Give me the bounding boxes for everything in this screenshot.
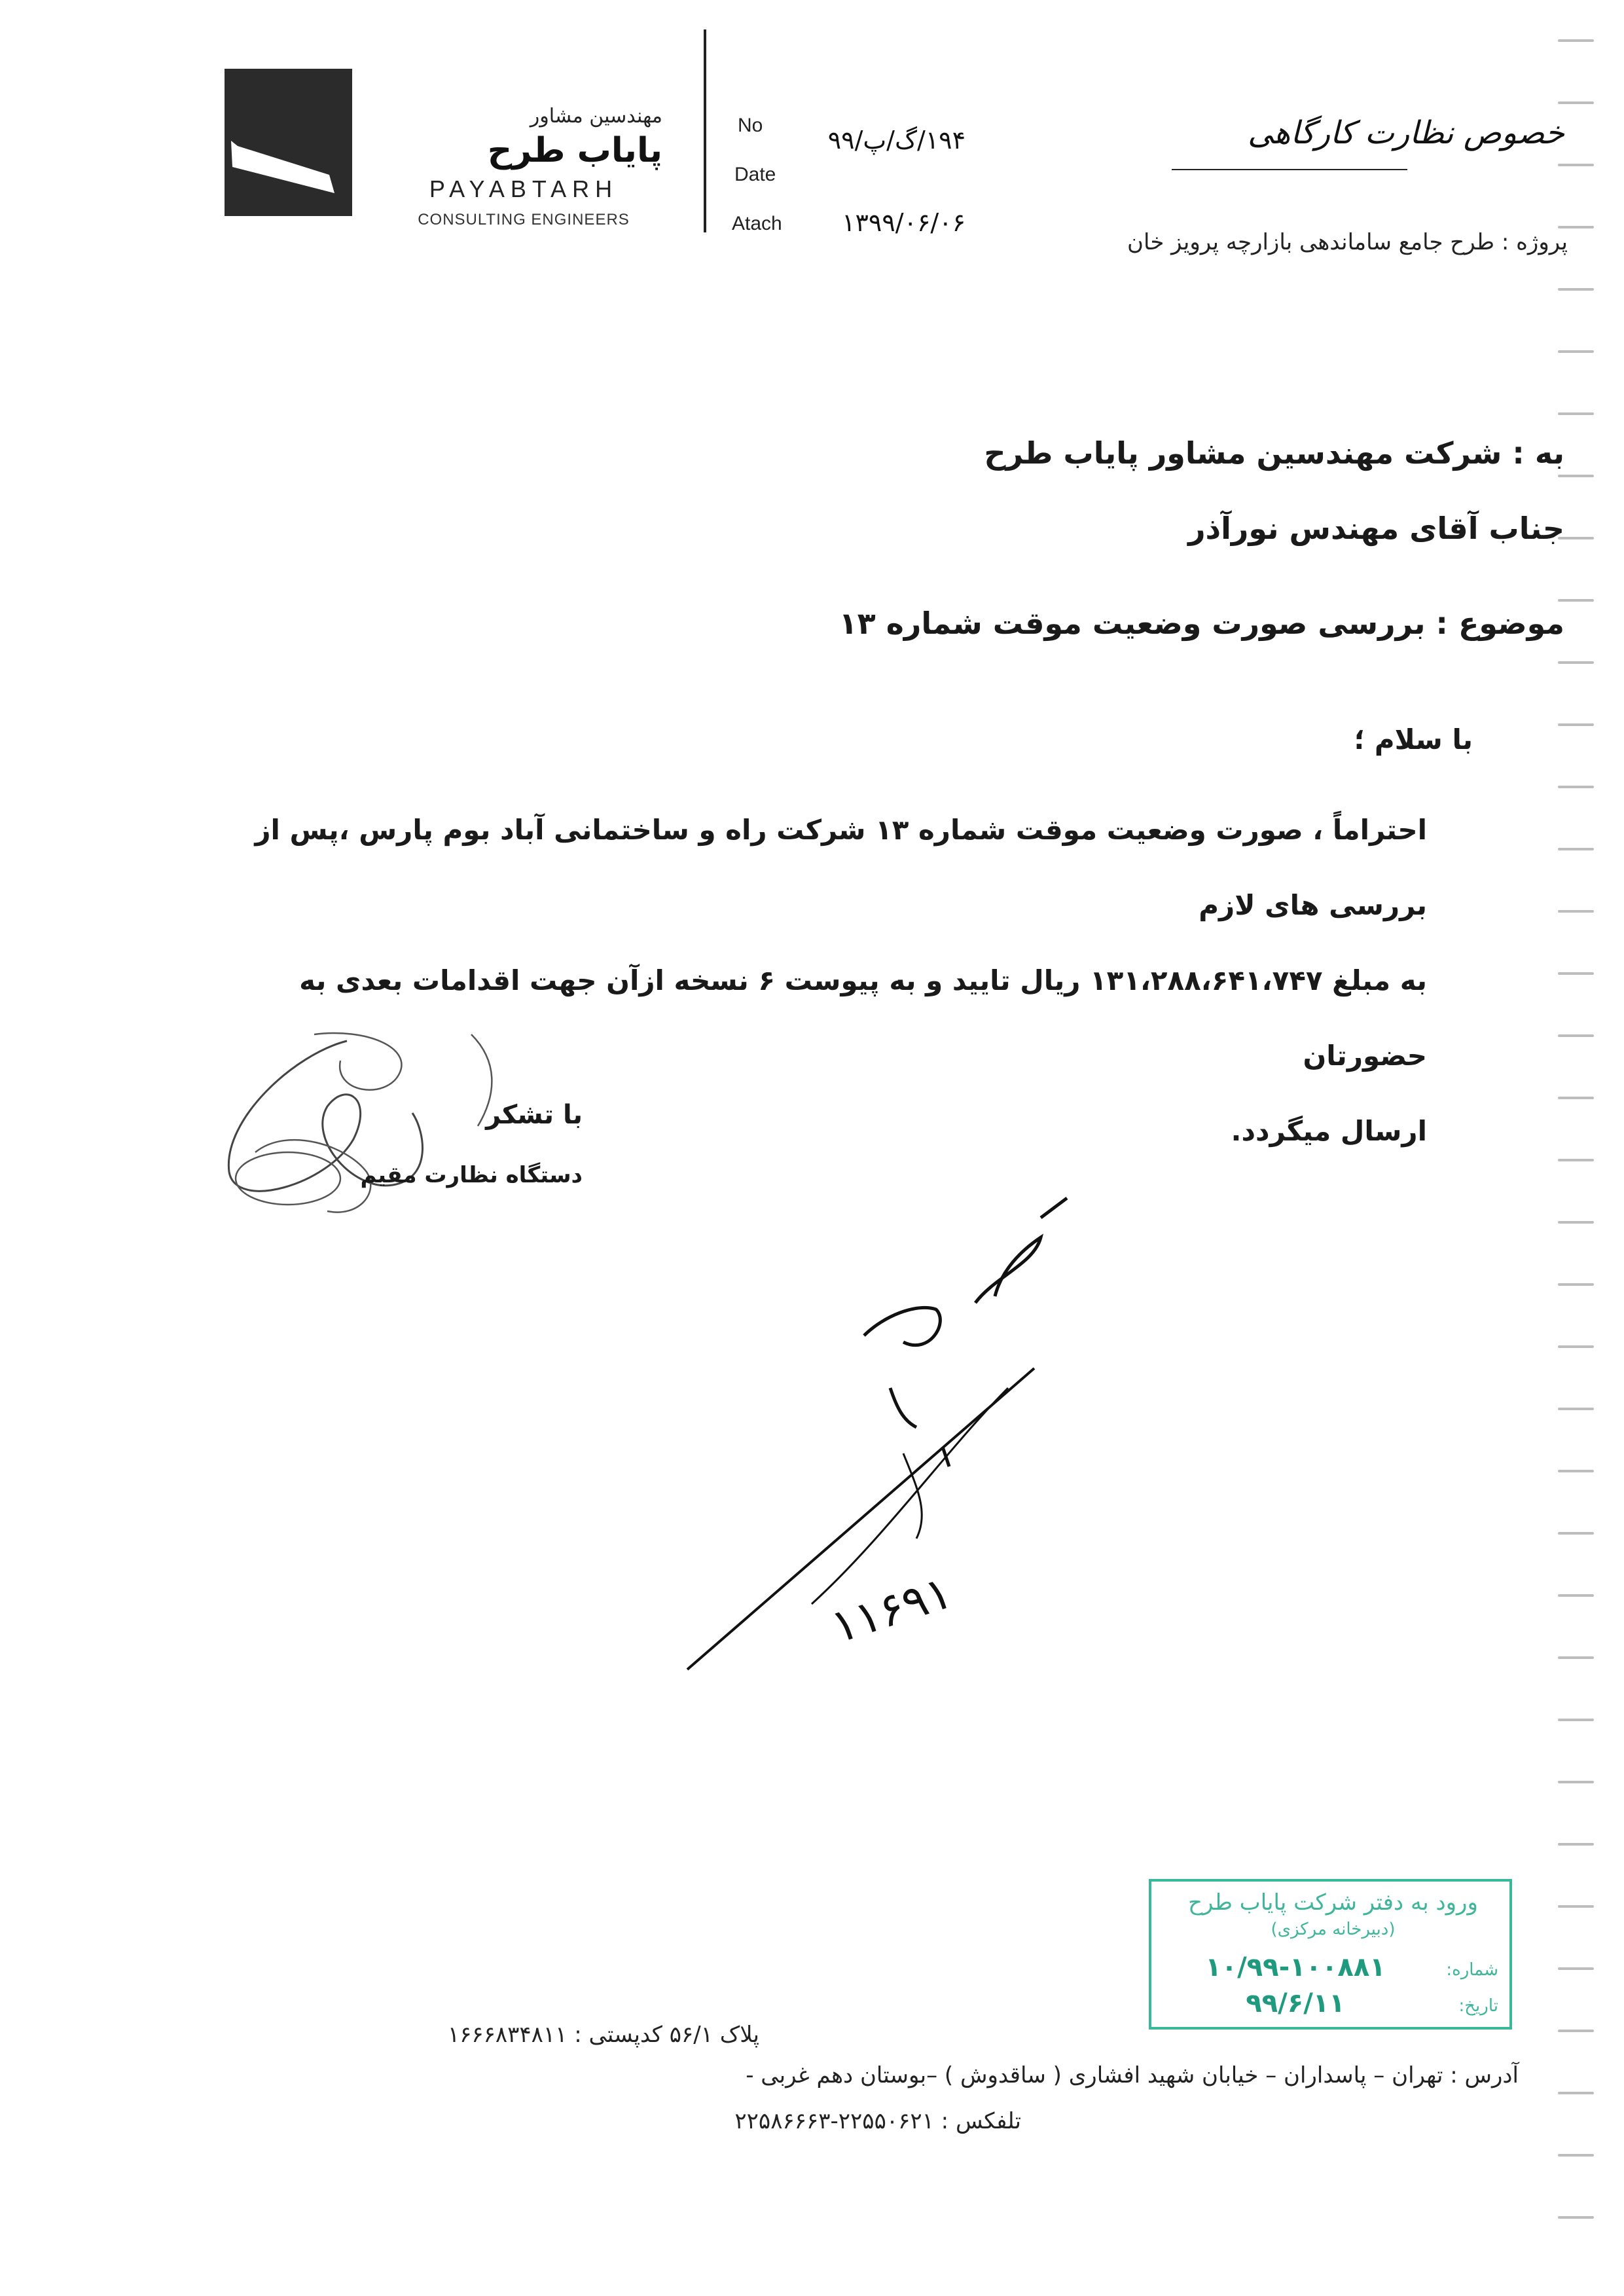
date-label: Date (734, 164, 776, 185)
stamp-number: ۱۰/۹۹-۱۰۰۸۸۱ (1205, 1952, 1386, 1982)
punch-mark (1558, 723, 1594, 726)
punch-mark (1558, 1843, 1594, 1846)
punch-mark (1558, 786, 1594, 788)
punch-mark (1558, 661, 1594, 664)
header-divider (704, 29, 706, 232)
letter-number: ۱۹۴/گ/پ/۹۹ (827, 126, 965, 155)
subject-underline (1172, 169, 1407, 170)
body-line-1: احتراماً ، صورت وضعیت موقت شماره ۱۳ شرکت راه و ساختمانی آباد بوم پارس ،پس از بررسی های لازم (255, 814, 1427, 921)
punch-mark (1558, 475, 1594, 477)
signatory: دستگاه نظارت مقیم (360, 1162, 583, 1188)
punch-mark (1558, 1594, 1594, 1597)
punch-mark (1558, 1034, 1594, 1037)
greeting: با سلام ؛ (1354, 723, 1473, 756)
company-name-en: PAYABTARH (429, 175, 619, 202)
addressee: به : شرکت مهندسین مشاور پایاب طرح (984, 435, 1564, 471)
stamp-number-label: شماره: (1446, 1960, 1498, 1980)
punch-mark (1558, 39, 1594, 42)
body-line-3: ارسال میگردد. (1231, 1115, 1427, 1147)
company-subtitle-en: CONSULTING ENGINEERS (418, 211, 630, 228)
handwritten-referral (668, 1172, 1087, 1696)
attach-label: Atach (732, 213, 782, 234)
receipt-stamp (1149, 1879, 1512, 2030)
company-logo (225, 69, 352, 216)
punch-mark (1558, 412, 1594, 415)
punch-mark (1558, 226, 1594, 228)
punch-mark (1558, 1905, 1594, 1908)
body-line-2: به مبلغ ۱۳۱،۲۸۸،۶۴۱،۷۴۷ ریال تایید و به پیوست ۶ نسخه ازآن جهت اقدامات بعدی به حضورتان (299, 964, 1427, 1072)
punch-mark (1558, 1408, 1594, 1410)
punch-mark (1558, 2030, 1594, 2032)
company-small-label: مهندسین مشاور (530, 105, 662, 128)
footer-address: آدرس : تهران – پاسداران – خیابان شهید افشاری ( ساقدوش ) –بوستان دهم غربی - (746, 2062, 1519, 2088)
punch-mark (1558, 1656, 1594, 1659)
punch-mark (1558, 1221, 1594, 1224)
punch-mark (1558, 910, 1594, 913)
punch-mark (1558, 2154, 1594, 2157)
letter-date: ۱۳۹۹/۰۶/۰۶ (842, 208, 965, 237)
punch-mark (1558, 599, 1594, 602)
punch-mark (1558, 288, 1594, 291)
punch-mark (1558, 164, 1594, 166)
project-line: پروژه : طرح جامع ساماندهی بازارچه پرویز خان (1127, 229, 1568, 255)
punch-mark (1558, 2092, 1594, 2094)
footer-postal: پلاک ۵۶/۱ کدپستی : ۱۶۶۶۸۳۴۸۱۱ (447, 2022, 759, 2048)
punch-mark (1558, 972, 1594, 975)
logo-mark-icon (225, 69, 352, 216)
stamp-date: ۹۹/۶/۱۱ (1246, 1988, 1345, 2018)
stamp-date-label: تاریخ: (1458, 1996, 1498, 2016)
letter-subject: موضوع : بررسی صورت وضعیت موقت شماره ۱۳ (839, 606, 1564, 641)
punch-mark (1558, 101, 1594, 104)
punch-mark (1558, 1097, 1594, 1099)
punch-mark (1558, 1781, 1594, 1783)
punch-mark (1558, 1345, 1594, 1348)
punch-mark (1558, 1159, 1594, 1161)
punch-mark (1558, 848, 1594, 850)
no-label: No (738, 115, 763, 136)
stamp-title: ورود به دفتر شرکت پایاب طرح (1188, 1889, 1478, 1916)
punch-mark (1558, 1283, 1594, 1286)
punch-mark (1558, 1532, 1594, 1535)
company-name-fa: پایاب طرح (487, 131, 662, 170)
handwritten-number: ۱۱۶۹۱ (824, 1565, 959, 1654)
handwritten-subject: خصوص نظارت کارگاهی (1248, 115, 1564, 151)
punch-mark (1558, 350, 1594, 353)
punch-mark (1558, 1967, 1594, 1970)
stamp-subtitle: (دبیرخانه مرکزی) (1271, 1920, 1396, 1939)
punch-mark (1558, 2216, 1594, 2219)
addressee-person: جناب آقای مهندس نورآذر (1188, 511, 1564, 546)
footer-telfax: تلفکس : ۲۲۵۵۰۶۲۱-۲۲۵۸۶۶۶۳ (734, 2108, 1021, 2134)
closing: با تشکر (486, 1100, 583, 1130)
punch-mark (1558, 1719, 1594, 1721)
punch-mark (1558, 1470, 1594, 1472)
